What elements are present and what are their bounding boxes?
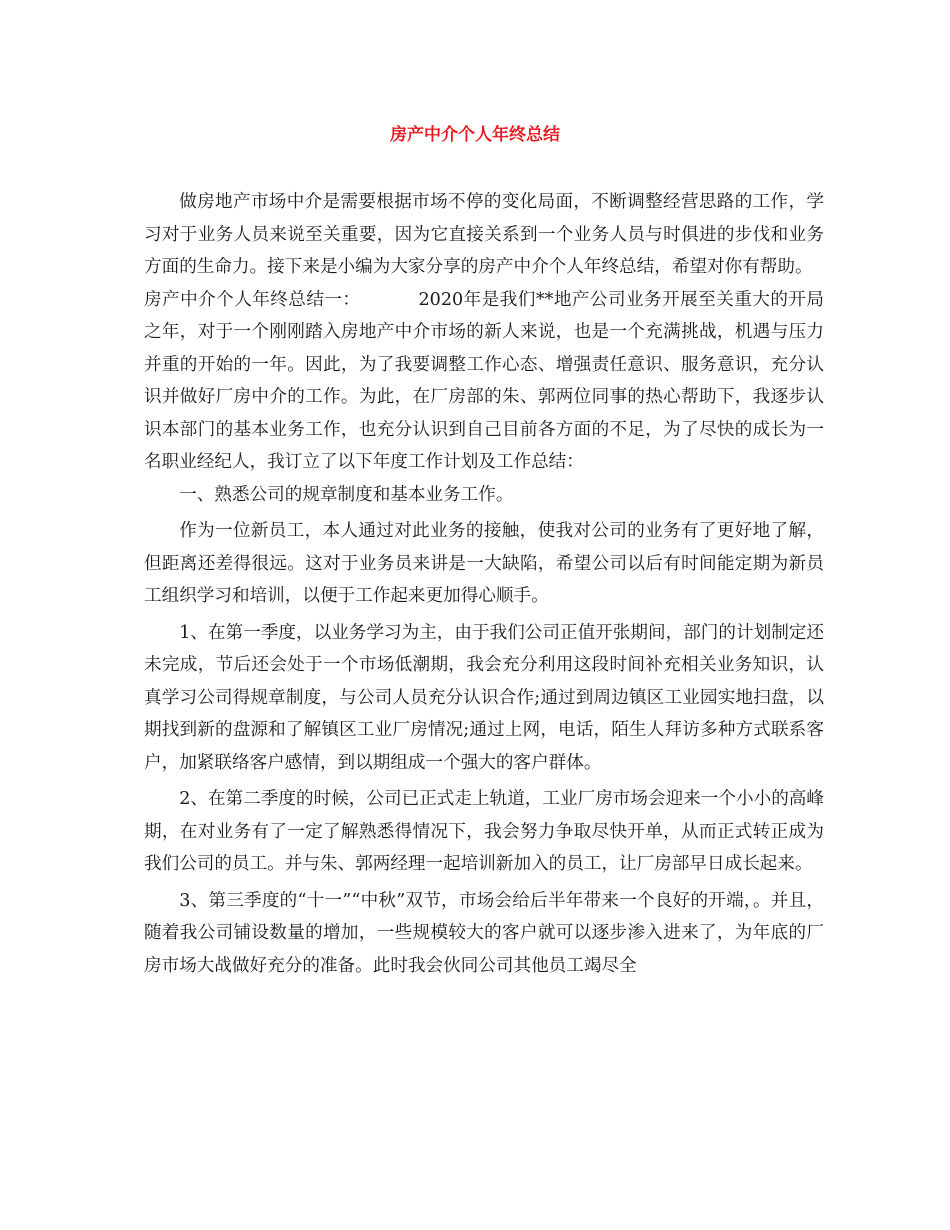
section-one-text: 2020年是我们**地产公司业务开展至关重大的开局之年，对于一个刚刚踏入房地产中介市场的新人来说，也是一个充满挑战，机遇与压力并重的开始的一年。因此，为了我要调整工作心态、增强责任意识、服务意识，充分认识并做好厂房中介的工作。为此，在厂房部的朱、郭两位同事的热心帮助下，我逐步认识本部门的基本业务工作，也充分认识到自己目前各方面的不足，为了尽快的成长为一名职业经纪人，我订立了以下年度工作计划及工作总结： [144, 289, 824, 472]
document-title: 房产中介个人年终总结 [390, 125, 560, 145]
q1-paragraph: 1、在第一季度，以业务学习为主，由于我们公司正值开张期间，部门的计划制定还未完成，节后还会处于一个市场低潮期，我会充分利用这段时间补充相关业务知识，认真学习公司得规章制度，与公司人员充分认识合作;通过到周边镇区工业园实地扫盘，以期找到新的盘源和了解镇区工业厂房情况;通过上网，电话，陌生人拜访多种方式联系客户，加紧联络客户感情，到以期组成一个强大的客户群体。 [144, 622, 824, 773]
q2-paragraph: 2、在第二季度的时候，公司已正式走上轨道，工业厂房市场会迎来一个小小的高峰期，在对业务有了一定了解熟悉得情况下，我会努力争取尽快开单，从而正式转正成为我们公司的员工。并与朱、郭两经理一起培训新加入的员工，让厂房部早日成长起来。 [144, 789, 824, 874]
document-body [144, 186, 824, 982]
q3-paragraph: 3、第三季度的“十一”“中秋”双节，市场会给后半年带来一个良好的开端，。并且，随着我公司铺设数量的增加，一些规模较大的客户就可以逐步渗入进来了，为年底的厂房市场大战做好充分的准备。此时我会伙同公司其他员工竭尽全 [144, 890, 824, 976]
heading-one: 一、熟悉公司的规章制度和基本业务工作。 [179, 484, 514, 505]
section-one-paragraph [144, 284, 824, 479]
section-one-label: 房产中介个人年终总结一： [144, 289, 361, 310]
new-staff-paragraph: 作为一位新员工，本人通过对此业务的接触，使我对公司的业务有了更好地了解，但距离还差得很远。这对于业务员来讲是一大缺陷，希望公司以后有时间能定期为新员工组织学习和培训，以便于工作起来更加得心顺手。 [144, 521, 824, 606]
intro-paragraph: 做房地产市场中介是需要根据市场不停的变化局面，不断调整经营思路的工作，学习对于业务人员来说至关重要，因为它直接关系到一个业务人员与时俱进的步伐和业务方面的生命力。接下来是小编为大家分享的房产中介个人年终总结，希望对你有帮助。 [144, 192, 824, 277]
